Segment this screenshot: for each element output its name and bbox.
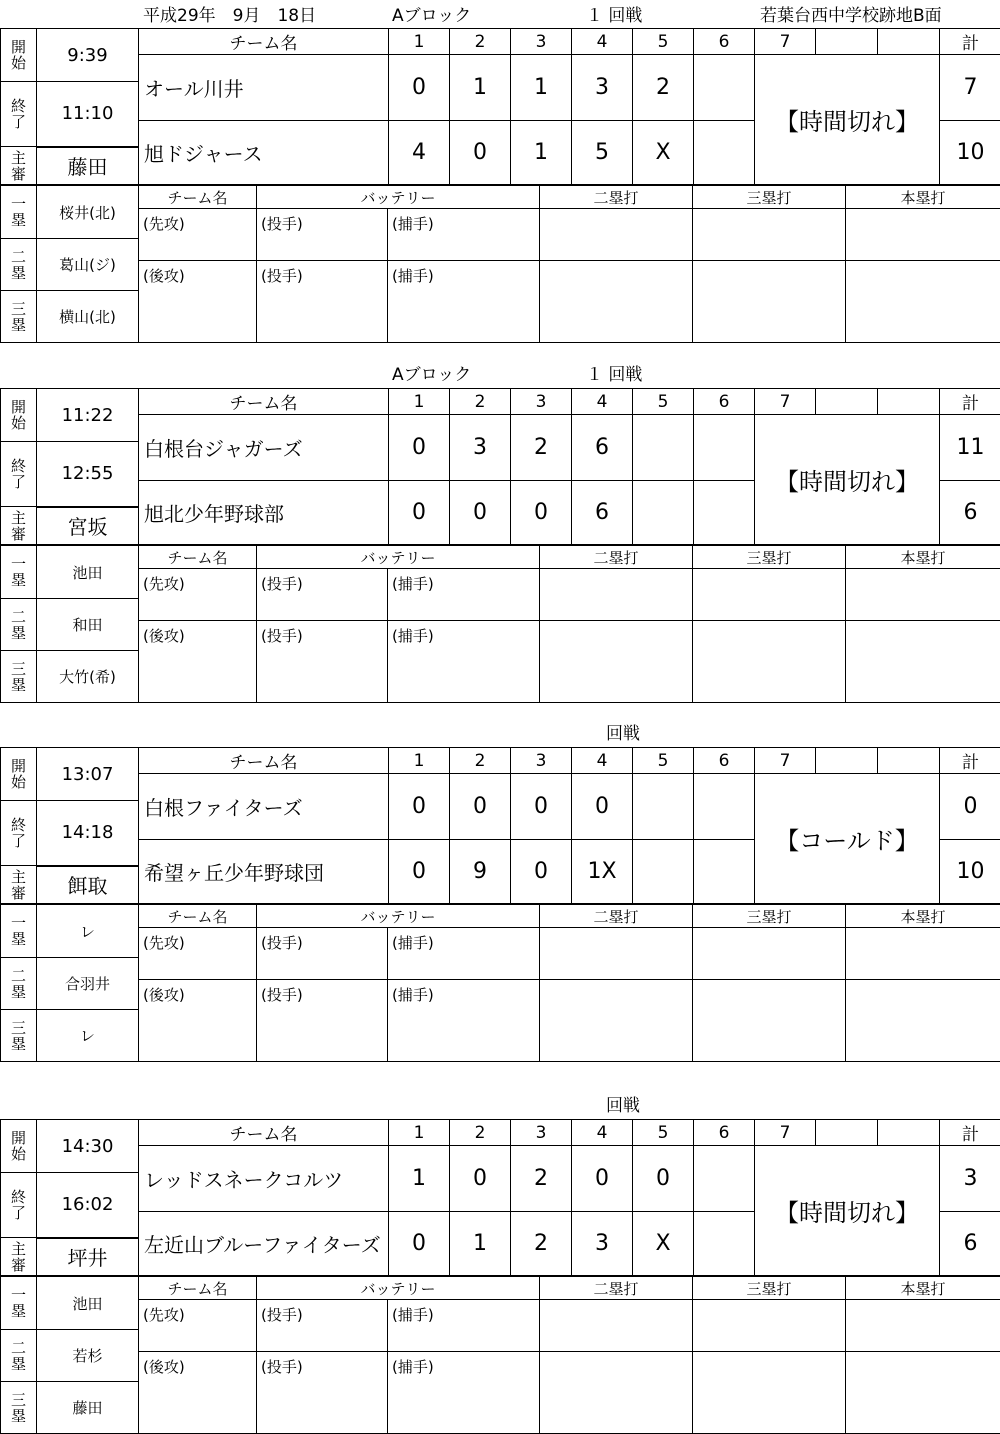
triple-header: 三塁打 — [693, 1277, 846, 1300]
inning-score: 0 — [389, 481, 450, 545]
chief-umpire: 宮坂 — [37, 507, 139, 545]
inning-header: 5 — [633, 29, 694, 55]
start-label: 開 始 — [1, 1120, 37, 1173]
inning-score: 0 — [389, 55, 450, 121]
total-header: 計 — [940, 29, 1000, 55]
hit-cell — [693, 569, 846, 621]
inning-header: 3 — [511, 29, 572, 55]
team-name: 旭ドジャース — [139, 121, 389, 185]
inning-header: 6 — [694, 748, 755, 774]
inning-score: 0 — [572, 1146, 633, 1212]
inning-score: 1 — [389, 1146, 450, 1212]
start-label: 開 始 — [1, 389, 37, 442]
inning-score: X — [633, 121, 694, 185]
detail-table — [0, 545, 1000, 703]
inning-header — [878, 29, 940, 55]
inning-header: 5 — [633, 389, 694, 415]
attack-order: (先攻) — [139, 928, 257, 980]
block-label: Aブロック — [392, 6, 472, 26]
total-header: 計 — [940, 389, 1000, 415]
third-base-label: 三 塁 — [1, 291, 37, 343]
hit-cell — [693, 209, 846, 261]
start-time: 11:22 — [37, 389, 139, 442]
team-name: 旭北少年野球部 — [139, 481, 389, 545]
inning-score — [633, 840, 694, 904]
team-name-header: チーム名 — [139, 1277, 257, 1300]
inning-header: 1 — [389, 1120, 450, 1146]
inning-score: 2 — [511, 415, 572, 481]
inning-score — [633, 774, 694, 840]
end-time: 16:02 — [37, 1173, 139, 1238]
inning-header: 7 — [755, 1120, 816, 1146]
third-base-umpire: レ — [37, 1010, 139, 1062]
attack-order: (後攻) — [139, 261, 257, 343]
date: 平成29年 9月 18日 — [143, 6, 317, 26]
hit-cell — [846, 569, 1000, 621]
pitcher-cell: (投手) — [257, 1300, 388, 1352]
inning-score: 0 — [450, 121, 511, 185]
inning-score: X — [633, 1212, 694, 1276]
team-name: 希望ヶ丘少年野球団 — [139, 840, 389, 904]
second-base-label: 二 塁 — [1, 1330, 37, 1382]
hit-cell — [540, 1352, 693, 1434]
team-name-header: チーム名 — [139, 748, 389, 774]
team-name-header: チーム名 — [139, 546, 257, 569]
score-table — [0, 747, 1000, 904]
attack-order: (先攻) — [139, 1300, 257, 1352]
first-base-label: 一 塁 — [1, 905, 37, 958]
catcher-cell: (捕手) — [388, 928, 540, 980]
start-time: 14:30 — [37, 1120, 139, 1173]
venue: 若葉台西中学校跡地B面 — [760, 6, 942, 26]
inning-header: 5 — [633, 1120, 694, 1146]
pitcher-cell: (投手) — [257, 1352, 388, 1434]
inning-score: 1 — [450, 1212, 511, 1276]
inning-score — [633, 415, 694, 481]
inning-score: 0 — [389, 1212, 450, 1276]
inning-header — [816, 29, 878, 55]
inning-score: 5 — [572, 121, 633, 185]
inning-score — [694, 840, 755, 904]
total-score: 10 — [940, 840, 1000, 904]
hit-cell — [693, 1352, 846, 1434]
third-base-umpire: 横山(北) — [37, 291, 139, 343]
double-header: 二塁打 — [540, 546, 693, 569]
inning-header: 2 — [450, 748, 511, 774]
team-name-header: チーム名 — [139, 186, 257, 209]
inning-score: 6 — [572, 415, 633, 481]
inning-score: 1X — [572, 840, 633, 904]
inning-score: 0 — [511, 774, 572, 840]
double-header: 二塁打 — [540, 186, 693, 209]
second-base-label: 二 塁 — [1, 239, 37, 291]
inning-header: 6 — [694, 389, 755, 415]
game-scorecard — [0, 1119, 1000, 1434]
inning-header — [878, 389, 940, 415]
inning-score: 0 — [389, 415, 450, 481]
inning-score: 1 — [450, 55, 511, 121]
battery-header: バッテリー — [257, 546, 540, 569]
catcher-cell: (捕手) — [388, 1300, 540, 1352]
attack-order: (後攻) — [139, 980, 257, 1062]
first-base-umpire: レ — [37, 905, 139, 958]
inning-score: 0 — [450, 481, 511, 545]
first-base-umpire: 桜井(北) — [37, 186, 139, 239]
inning-score: 3 — [572, 55, 633, 121]
homerun-header: 本塁打 — [846, 905, 1000, 928]
end-time: 11:10 — [37, 82, 139, 147]
total-header: 計 — [940, 1120, 1000, 1146]
pitcher-cell: (投手) — [257, 621, 388, 703]
hit-cell — [693, 928, 846, 980]
game-scorecard — [0, 28, 1000, 343]
triple-header: 三塁打 — [693, 186, 846, 209]
team-name-header: チーム名 — [139, 29, 389, 55]
team-name-header: チーム名 — [139, 389, 389, 415]
inning-header — [816, 1120, 878, 1146]
inning-header: 6 — [694, 29, 755, 55]
hit-cell — [540, 928, 693, 980]
inning-score: 2 — [633, 55, 694, 121]
hit-cell — [540, 261, 693, 343]
inning-score: 0 — [511, 481, 572, 545]
inning-header: 3 — [511, 389, 572, 415]
chief-umpire-label: 主 審 — [1, 866, 37, 904]
inning-score: 2 — [511, 1212, 572, 1276]
start-time: 9:39 — [37, 29, 139, 82]
team-name-header: チーム名 — [139, 905, 257, 928]
inning-score: 0 — [450, 774, 511, 840]
result-note: 【コールド】 — [755, 774, 940, 904]
inning-score — [694, 1146, 755, 1212]
end-label: 終 了 — [1, 1173, 37, 1238]
score-table — [0, 1119, 1000, 1276]
hit-cell — [693, 1300, 846, 1352]
total-score: 6 — [940, 1212, 1000, 1276]
inning-score: 6 — [572, 481, 633, 545]
inning-score: 3 — [572, 1212, 633, 1276]
inning-header: 4 — [572, 389, 633, 415]
inning-score: 0 — [511, 840, 572, 904]
chief-umpire-label: 主 審 — [1, 507, 37, 545]
inning-header: 1 — [389, 389, 450, 415]
pitcher-cell: (投手) — [257, 928, 388, 980]
first-base-umpire: 池田 — [37, 546, 139, 599]
second-base-label: 二 塁 — [1, 958, 37, 1010]
start-time: 13:07 — [37, 748, 139, 801]
chief-umpire: 藤田 — [37, 147, 139, 185]
inning-score — [694, 415, 755, 481]
double-header: 二塁打 — [540, 905, 693, 928]
catcher-cell: (捕手) — [388, 1352, 540, 1434]
inning-header: 1 — [389, 748, 450, 774]
inning-score — [694, 774, 755, 840]
inning-header — [878, 1120, 940, 1146]
end-label: 終 了 — [1, 442, 37, 507]
total-header: 計 — [940, 748, 1000, 774]
result-note: 【時間切れ】 — [755, 415, 940, 545]
inning-header — [816, 748, 878, 774]
start-label: 開 始 — [1, 748, 37, 801]
team-name-header: チーム名 — [139, 1120, 389, 1146]
round-label: １ 回戦 — [586, 365, 643, 385]
team-name: オール川井 — [139, 55, 389, 121]
round-label: 回戦 — [606, 724, 640, 744]
inning-header: 1 — [389, 29, 450, 55]
battery-header: バッテリー — [257, 186, 540, 209]
inning-header: 6 — [694, 1120, 755, 1146]
score-table — [0, 388, 1000, 545]
inning-score: 0 — [450, 1146, 511, 1212]
game-scorecard — [0, 388, 1000, 703]
hit-cell — [846, 928, 1000, 980]
end-time: 14:18 — [37, 801, 139, 866]
inning-score — [694, 481, 755, 545]
triple-header: 三塁打 — [693, 546, 846, 569]
inning-header: 5 — [633, 748, 694, 774]
game-scorecard — [0, 747, 1000, 1062]
battery-header: バッテリー — [257, 905, 540, 928]
inning-header: 7 — [755, 29, 816, 55]
attack-order: (先攻) — [139, 569, 257, 621]
hit-cell — [693, 621, 846, 703]
catcher-cell: (捕手) — [388, 569, 540, 621]
inning-score: 3 — [450, 415, 511, 481]
hit-cell — [540, 980, 693, 1062]
homerun-header: 本塁打 — [846, 546, 1000, 569]
inning-header: 7 — [755, 748, 816, 774]
triple-header: 三塁打 — [693, 905, 846, 928]
score-table — [0, 28, 1000, 185]
round-label: １ 回戦 — [586, 6, 643, 26]
inning-score — [633, 481, 694, 545]
first-base-label: 一 塁 — [1, 1277, 37, 1330]
hit-cell — [540, 209, 693, 261]
inning-header: 3 — [511, 1120, 572, 1146]
third-base-umpire: 藤田 — [37, 1382, 139, 1434]
chief-umpire: 坪井 — [37, 1238, 139, 1276]
inning-score: 9 — [450, 840, 511, 904]
catcher-cell: (捕手) — [388, 209, 540, 261]
chief-umpire-label: 主 審 — [1, 147, 37, 185]
attack-order: (先攻) — [139, 209, 257, 261]
hit-cell — [693, 980, 846, 1062]
team-name: 白根ファイターズ — [139, 774, 389, 840]
pitcher-cell: (投手) — [257, 209, 388, 261]
inning-header: 4 — [572, 1120, 633, 1146]
total-score: 6 — [940, 481, 1000, 545]
inning-score: 0 — [389, 840, 450, 904]
second-base-umpire: 合羽井 — [37, 958, 139, 1010]
hit-cell — [846, 621, 1000, 703]
third-base-label: 三 塁 — [1, 1382, 37, 1434]
chief-umpire: 餌取 — [37, 866, 139, 904]
total-score: 3 — [940, 1146, 1000, 1212]
third-base-label: 三 塁 — [1, 651, 37, 703]
inning-score: 0 — [633, 1146, 694, 1212]
team-name: 白根台ジャガーズ — [139, 415, 389, 481]
first-base-label: 一 塁 — [1, 546, 37, 599]
first-base-umpire: 池田 — [37, 1277, 139, 1330]
second-base-umpire: 和田 — [37, 599, 139, 651]
homerun-header: 本塁打 — [846, 186, 1000, 209]
inning-header: 4 — [572, 748, 633, 774]
end-time: 12:55 — [37, 442, 139, 507]
team-name: レッドスネークコルツ — [139, 1146, 389, 1212]
detail-table — [0, 904, 1000, 1062]
inning-header: 4 — [572, 29, 633, 55]
inning-score: 1 — [511, 55, 572, 121]
inning-score: 4 — [389, 121, 450, 185]
hit-cell — [846, 1300, 1000, 1352]
first-base-label: 一 塁 — [1, 186, 37, 239]
pitcher-cell: (投手) — [257, 980, 388, 1062]
inning-score — [694, 55, 755, 121]
hit-cell — [846, 980, 1000, 1062]
end-label: 終 了 — [1, 801, 37, 866]
second-base-umpire: 若杉 — [37, 1330, 139, 1382]
total-score: 11 — [940, 415, 1000, 481]
total-score: 7 — [940, 55, 1000, 121]
pitcher-cell: (投手) — [257, 261, 388, 343]
inning-header: 2 — [450, 389, 511, 415]
inning-score: 0 — [572, 774, 633, 840]
start-label: 開 始 — [1, 29, 37, 82]
attack-order: (後攻) — [139, 1352, 257, 1434]
round-label: 回戦 — [606, 1096, 640, 1116]
end-label: 終 了 — [1, 82, 37, 147]
third-base-label: 三 塁 — [1, 1010, 37, 1062]
result-note: 【時間切れ】 — [755, 1146, 940, 1276]
inning-header: 2 — [450, 1120, 511, 1146]
hit-cell — [693, 261, 846, 343]
third-base-umpire: 大竹(希) — [37, 651, 139, 703]
detail-table — [0, 185, 1000, 343]
double-header: 二塁打 — [540, 1277, 693, 1300]
homerun-header: 本塁打 — [846, 1277, 1000, 1300]
inning-score: 1 — [511, 121, 572, 185]
inning-header: 2 — [450, 29, 511, 55]
inning-score — [694, 121, 755, 185]
inning-header — [816, 389, 878, 415]
inning-score: 0 — [389, 774, 450, 840]
inning-header: 3 — [511, 748, 572, 774]
battery-header: バッテリー — [257, 1277, 540, 1300]
block-label: Aブロック — [392, 365, 472, 385]
hit-cell — [540, 621, 693, 703]
hit-cell — [846, 209, 1000, 261]
pitcher-cell: (投手) — [257, 569, 388, 621]
chief-umpire-label: 主 審 — [1, 1238, 37, 1276]
hit-cell — [846, 261, 1000, 343]
inning-header: 7 — [755, 389, 816, 415]
catcher-cell: (捕手) — [388, 621, 540, 703]
team-name: 左近山ブルーファイターズ — [139, 1212, 389, 1276]
catcher-cell: (捕手) — [388, 261, 540, 343]
catcher-cell: (捕手) — [388, 980, 540, 1062]
total-score: 10 — [940, 121, 1000, 185]
inning-score: 2 — [511, 1146, 572, 1212]
hit-cell — [540, 1300, 693, 1352]
hit-cell — [540, 569, 693, 621]
detail-table — [0, 1276, 1000, 1434]
attack-order: (後攻) — [139, 621, 257, 703]
inning-header — [878, 748, 940, 774]
inning-score — [694, 1212, 755, 1276]
second-base-label: 二 塁 — [1, 599, 37, 651]
second-base-umpire: 葛山(ジ) — [37, 239, 139, 291]
result-note: 【時間切れ】 — [755, 55, 940, 185]
hit-cell — [846, 1352, 1000, 1434]
total-score: 0 — [940, 774, 1000, 840]
